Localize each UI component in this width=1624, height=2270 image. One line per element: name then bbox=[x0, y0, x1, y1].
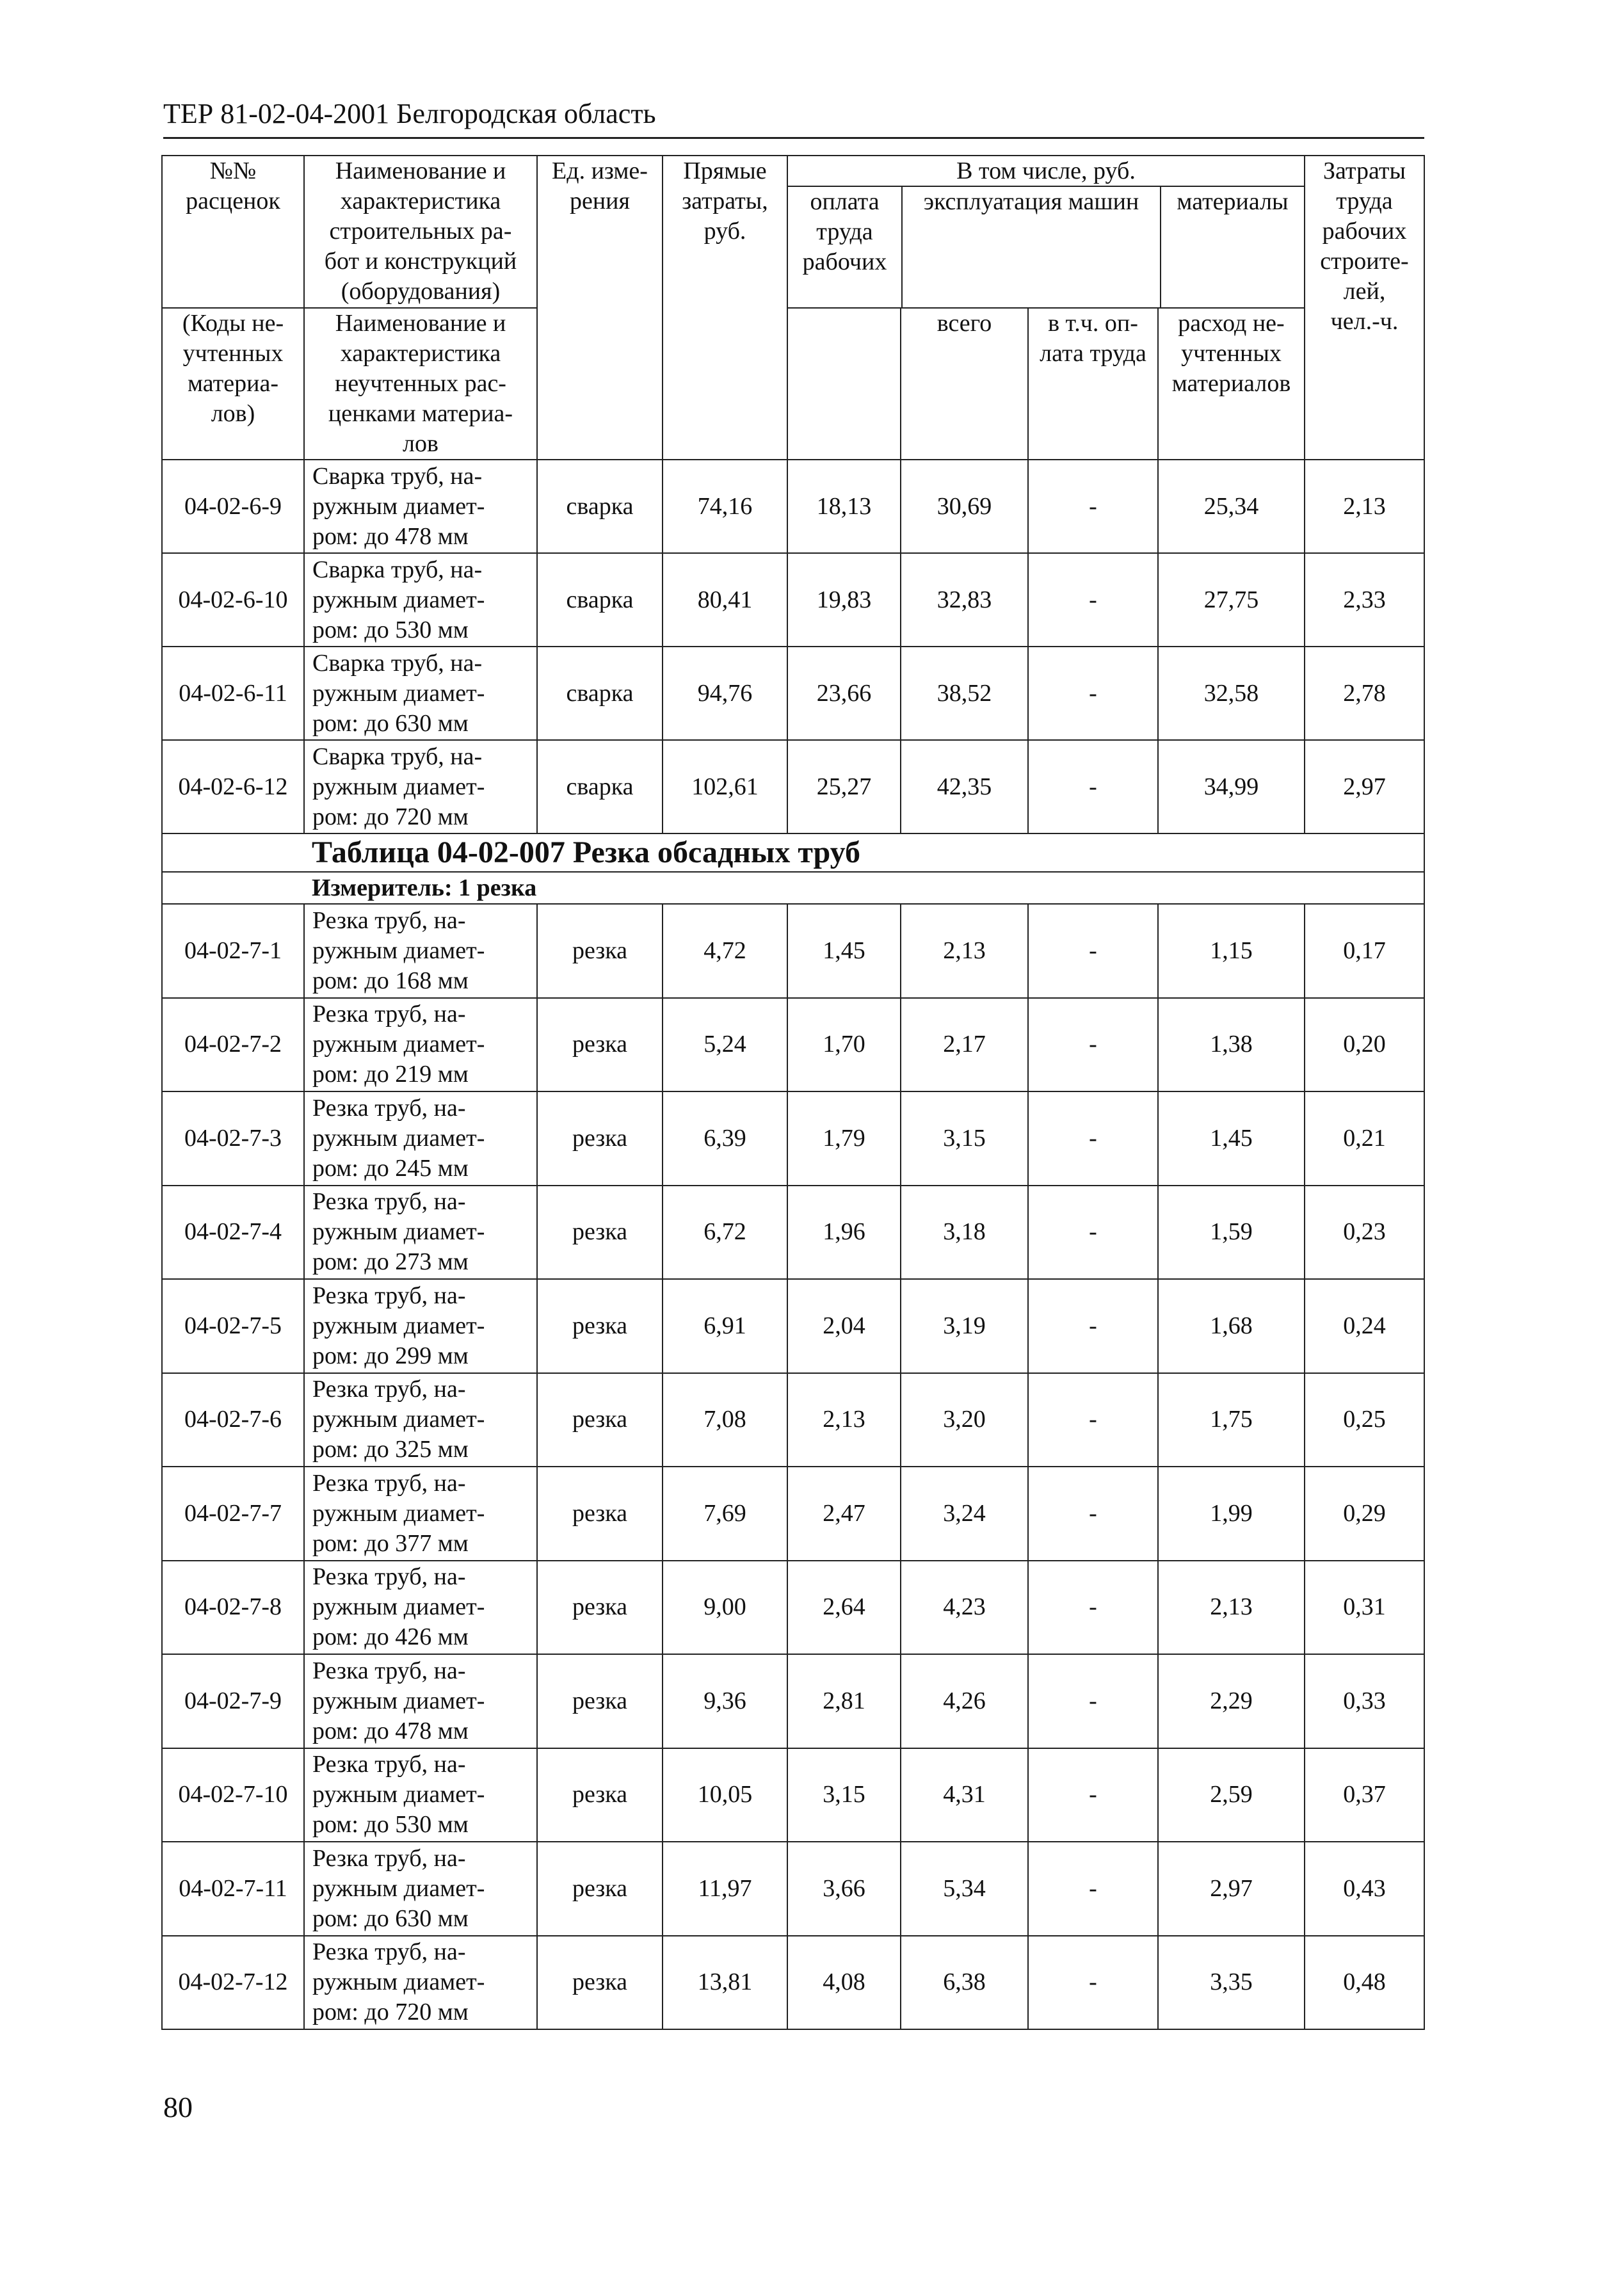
labor-pay-cell: 23,66 bbox=[787, 647, 901, 740]
rate-name-line: ружным диамет- bbox=[312, 1781, 485, 1808]
unit-cell: резка bbox=[537, 1467, 663, 1561]
labor-hours-cell: 0,37 bbox=[1305, 1748, 1424, 1842]
rate-name-line: ром: до 530 мм bbox=[312, 616, 469, 643]
unit-cell: резка bbox=[537, 1279, 663, 1373]
rate-code-cell: 04-02-7-12 bbox=[162, 1936, 304, 2030]
table-row bbox=[162, 460, 1424, 553]
direct-cost-cell: 10,05 bbox=[663, 1748, 787, 1842]
rate-name-line: Резка труб, на- bbox=[312, 1376, 466, 1403]
machines-total-cell: 4,23 bbox=[901, 1561, 1028, 1655]
table-row bbox=[162, 1748, 1424, 1842]
col-name-sub-header: Наименование и характеристика неучтенных рас- ценками материа- лов bbox=[304, 308, 537, 460]
machines-labor-cell: - bbox=[1028, 1654, 1158, 1748]
labor-pay-cell: 2,13 bbox=[787, 1373, 901, 1467]
machines-total-cell: 42,35 bbox=[901, 740, 1028, 833]
materials-cell: 2,29 bbox=[1158, 1654, 1305, 1748]
labor-pay-cell: 2,47 bbox=[787, 1467, 901, 1561]
materials-cell: 1,59 bbox=[1158, 1186, 1305, 1280]
machines-total-cell: 4,31 bbox=[901, 1748, 1028, 1842]
table-row bbox=[162, 1561, 1424, 1655]
rate-code-cell: 04-02-6-11 bbox=[162, 647, 304, 740]
rate-name-line: ружным диамет- bbox=[312, 1499, 485, 1527]
direct-cost-cell: 4,72 bbox=[663, 904, 787, 998]
machines-labor-cell: - bbox=[1028, 1561, 1158, 1655]
table-row bbox=[162, 1654, 1424, 1748]
rate-name-line: ром: до 377 мм bbox=[312, 1529, 469, 1557]
rate-name-line: ружным диамет- bbox=[312, 1124, 485, 1152]
labor-hours-cell: 0,25 bbox=[1305, 1373, 1424, 1467]
rate-name-line: ружным диамет- bbox=[312, 492, 485, 520]
labor-pay-cell: 18,13 bbox=[787, 460, 901, 553]
rate-name-cell bbox=[304, 1467, 537, 1561]
rate-code-cell: 04-02-7-4 bbox=[162, 1186, 304, 1280]
rate-name-line: ружным диамет- bbox=[312, 773, 485, 800]
rate-name-line: ружным диамет- bbox=[312, 1593, 485, 1621]
labor-pay-cell: 1,70 bbox=[787, 998, 901, 1092]
machines-total-cell: 2,13 bbox=[901, 904, 1028, 998]
unit-cell: резка bbox=[537, 1373, 663, 1467]
rate-name-line: ружным диамет- bbox=[312, 1968, 485, 1996]
rate-name-cell bbox=[304, 553, 537, 647]
labor-pay-cell: 3,66 bbox=[787, 1842, 901, 1936]
rate-name-cell bbox=[304, 460, 537, 553]
document-header: ТЕР 81-02-04-2001 Белгородская область bbox=[163, 95, 1424, 139]
rate-code-cell: 04-02-7-9 bbox=[162, 1654, 304, 1748]
machines-labor-cell: - bbox=[1028, 1467, 1158, 1561]
labor-hours-cell: 0,31 bbox=[1305, 1561, 1424, 1655]
unit-cell: резка bbox=[537, 1186, 663, 1280]
rate-code-cell: 04-02-7-6 bbox=[162, 1373, 304, 1467]
rate-name-line: ром: до 720 мм bbox=[312, 1999, 469, 2026]
table-row bbox=[162, 1373, 1424, 1467]
labor-hours-cell: 0,20 bbox=[1305, 998, 1424, 1092]
col-labor-sub-empty bbox=[787, 308, 901, 460]
col-hours-header: Затраты труда рабочих строите- лей, чел.-ч. bbox=[1305, 156, 1424, 460]
materials-cell: 3,35 bbox=[1158, 1936, 1305, 2030]
unit-cell: сварка bbox=[537, 647, 663, 740]
unit-cell: сварка bbox=[537, 553, 663, 647]
labor-hours-cell: 0,43 bbox=[1305, 1842, 1424, 1936]
rows-cutting bbox=[162, 904, 1424, 2029]
direct-cost-cell: 94,76 bbox=[663, 647, 787, 740]
materials-cell: 2,13 bbox=[1158, 1561, 1305, 1655]
direct-cost-cell: 9,36 bbox=[663, 1654, 787, 1748]
direct-cost-cell: 74,16 bbox=[663, 460, 787, 553]
col-machines-labor-header: в т.ч. оп- лата труда bbox=[1028, 308, 1158, 460]
rows-welding bbox=[162, 460, 1424, 833]
rate-code-cell: 04-02-7-11 bbox=[162, 1842, 304, 1936]
labor-pay-cell: 19,83 bbox=[787, 553, 901, 647]
rate-name-cell bbox=[304, 1842, 537, 1936]
rate-name-line: ром: до 219 мм bbox=[312, 1061, 469, 1088]
rate-name-line: ружным диамет- bbox=[312, 1031, 485, 1058]
direct-cost-cell: 6,72 bbox=[663, 1186, 787, 1280]
rate-code-cell: 04-02-6-10 bbox=[162, 553, 304, 647]
rate-name-line: ружным диамет- bbox=[312, 1687, 485, 1714]
col-machines-total-header: всего bbox=[901, 308, 1028, 460]
unit-cell: резка bbox=[537, 1936, 663, 2030]
direct-cost-cell: 80,41 bbox=[663, 553, 787, 647]
section-title: Таблица 04-02-007 Резка обсадных труб bbox=[304, 833, 1424, 872]
col-labor-header: оплата труда рабочих bbox=[788, 187, 903, 307]
rate-name-line: Резка труб, на- bbox=[312, 1844, 466, 1872]
rate-name-line: ружным диамет- bbox=[312, 1874, 485, 1902]
unit-cell: сварка bbox=[537, 460, 663, 553]
direct-cost-cell: 102,61 bbox=[663, 740, 787, 833]
rate-name-line: Резка труб, на- bbox=[312, 1938, 466, 1966]
direct-cost-cell: 5,24 bbox=[663, 998, 787, 1092]
labor-pay-cell: 2,81 bbox=[787, 1654, 901, 1748]
unit-cell: резка bbox=[537, 1654, 663, 1748]
machines-total-cell: 3,20 bbox=[901, 1373, 1028, 1467]
section-block bbox=[162, 833, 1424, 904]
machines-total-cell: 5,34 bbox=[901, 1842, 1028, 1936]
materials-cell: 1,38 bbox=[1158, 998, 1305, 1092]
rate-name-line: Резка труб, на- bbox=[312, 1469, 466, 1497]
rate-name-line: Резка труб, на- bbox=[312, 906, 466, 934]
labor-hours-cell: 0,29 bbox=[1305, 1467, 1424, 1561]
materials-cell: 1,99 bbox=[1158, 1467, 1305, 1561]
rates-table bbox=[161, 155, 1425, 2030]
labor-hours-cell: 0,48 bbox=[1305, 1936, 1424, 2030]
rate-name-line: Резка труб, на- bbox=[312, 1563, 466, 1591]
materials-cell: 27,75 bbox=[1158, 553, 1305, 647]
rate-name-line: Сварка труб, на- bbox=[312, 556, 483, 583]
table-row bbox=[162, 1186, 1424, 1280]
rate-code-cell: 04-02-7-5 bbox=[162, 1279, 304, 1373]
rate-name-line: Резка труб, на- bbox=[312, 1188, 466, 1216]
rate-name-line: ром: до 530 мм bbox=[312, 1811, 469, 1839]
rate-name-line: ружным диамет- bbox=[312, 1218, 485, 1246]
rate-code-cell: 04-02-7-8 bbox=[162, 1561, 304, 1655]
labor-hours-cell: 2,97 bbox=[1305, 740, 1424, 833]
machines-total-cell: 3,24 bbox=[901, 1467, 1028, 1561]
machines-labor-cell: - bbox=[1028, 1842, 1158, 1936]
unit-cell: резка bbox=[537, 1561, 663, 1655]
labor-hours-cell: 2,78 bbox=[1305, 647, 1424, 740]
direct-cost-cell: 13,81 bbox=[663, 1936, 787, 2030]
materials-cell: 1,15 bbox=[1158, 904, 1305, 998]
table-row bbox=[162, 1279, 1424, 1373]
col-machines-header: эксплуатация машин bbox=[903, 187, 1161, 307]
machines-total-cell: 3,19 bbox=[901, 1279, 1028, 1373]
direct-cost-cell: 6,91 bbox=[663, 1279, 787, 1373]
rate-name-line: ром: до 168 мм bbox=[312, 967, 469, 994]
materials-cell: 2,59 bbox=[1158, 1748, 1305, 1842]
rate-name-cell bbox=[304, 998, 537, 1092]
rate-name-cell bbox=[304, 1654, 537, 1748]
labor-hours-cell: 0,23 bbox=[1305, 1186, 1424, 1280]
labor-pay-cell: 1,45 bbox=[787, 904, 901, 998]
rate-name-line: ром: до 720 мм bbox=[312, 803, 469, 830]
unit-cell: сварка bbox=[537, 740, 663, 833]
rate-name-line: Резка труб, на- bbox=[312, 1001, 466, 1028]
col-direct-header: Прямые затраты, руб. bbox=[663, 156, 787, 460]
labor-pay-cell: 25,27 bbox=[787, 740, 901, 833]
labor-pay-cell: 2,04 bbox=[787, 1279, 901, 1373]
rate-code-cell: 04-02-6-12 bbox=[162, 740, 304, 833]
col-unit-header: Ед. изме- рения bbox=[537, 156, 663, 460]
col-materials-sub-header: расход не- учтенных материалов bbox=[1158, 308, 1305, 460]
unit-cell: резка bbox=[537, 1842, 663, 1936]
machines-total-cell: 30,69 bbox=[901, 460, 1028, 553]
materials-cell: 1,68 bbox=[1158, 1279, 1305, 1373]
rate-name-line: ром: до 478 мм bbox=[312, 1717, 469, 1744]
col-incl-header: В том числе, руб. bbox=[788, 156, 1304, 187]
rate-name-cell bbox=[304, 1373, 537, 1467]
machines-labor-cell: - bbox=[1028, 904, 1158, 998]
materials-cell: 34,99 bbox=[1158, 740, 1305, 833]
table-row bbox=[162, 1091, 1424, 1186]
rate-code-cell: 04-02-7-10 bbox=[162, 1748, 304, 1842]
materials-cell: 32,58 bbox=[1158, 647, 1305, 740]
table-row bbox=[162, 1936, 1424, 2030]
rate-code-cell: 04-02-7-3 bbox=[162, 1091, 304, 1186]
labor-pay-cell: 1,79 bbox=[787, 1091, 901, 1186]
labor-pay-cell: 4,08 bbox=[787, 1936, 901, 2030]
direct-cost-cell: 6,39 bbox=[663, 1091, 787, 1186]
machines-total-cell: 3,18 bbox=[901, 1186, 1028, 1280]
rate-name-cell bbox=[304, 904, 537, 998]
machines-labor-cell: - bbox=[1028, 1748, 1158, 1842]
rate-name-line: ружным диамет- bbox=[312, 1312, 485, 1339]
rate-name-line: ром: до 630 мм bbox=[312, 1904, 469, 1932]
table-row bbox=[162, 553, 1424, 647]
labor-hours-cell: 0,21 bbox=[1305, 1091, 1424, 1186]
rate-code-cell: 04-02-6-9 bbox=[162, 460, 304, 553]
labor-pay-cell: 2,64 bbox=[787, 1561, 901, 1655]
unit-cell: резка bbox=[537, 904, 663, 998]
rate-code-cell: 04-02-7-7 bbox=[162, 1467, 304, 1561]
rate-name-line: ром: до 630 мм bbox=[312, 709, 469, 737]
machines-labor-cell: - bbox=[1028, 740, 1158, 833]
rate-name-cell bbox=[304, 1561, 537, 1655]
rate-code-cell: 04-02-7-2 bbox=[162, 998, 304, 1092]
rate-name-line: ром: до 245 мм bbox=[312, 1154, 469, 1182]
rate-name-line: Резка труб, на- bbox=[312, 1282, 466, 1309]
rate-name-line: Резка труб, на- bbox=[312, 1751, 466, 1778]
rate-name-line: ром: до 325 мм bbox=[312, 1436, 469, 1463]
rate-name-line: Резка труб, на- bbox=[312, 1657, 466, 1684]
rate-name-cell bbox=[304, 1748, 537, 1842]
rate-name-line: ружным диамет- bbox=[312, 1406, 485, 1433]
materials-cell: 1,75 bbox=[1158, 1373, 1305, 1467]
labor-pay-cell: 1,96 bbox=[787, 1186, 901, 1280]
rate-name-line: Сварка труб, на- bbox=[312, 462, 483, 490]
labor-pay-cell: 3,15 bbox=[787, 1748, 901, 1842]
rate-name-line: Сварка труб, на- bbox=[312, 649, 483, 677]
machines-total-cell: 6,38 bbox=[901, 1936, 1028, 2030]
machines-labor-cell: - bbox=[1028, 998, 1158, 1092]
col-code-header: №№ расценок bbox=[162, 156, 304, 308]
rate-name-line: Резка труб, на- bbox=[312, 1094, 466, 1122]
table-row bbox=[162, 998, 1424, 1092]
col-incl-group bbox=[787, 156, 1305, 308]
labor-hours-cell: 0,24 bbox=[1305, 1279, 1424, 1373]
labor-hours-cell: 2,13 bbox=[1305, 460, 1424, 553]
rate-name-line: ром: до 273 мм bbox=[312, 1248, 469, 1276]
col-materials-header: материалы bbox=[1177, 188, 1289, 215]
section-meter: Измеритель: 1 резка bbox=[304, 872, 1424, 904]
machines-labor-cell: - bbox=[1028, 647, 1158, 740]
col-name-header: Наименование и характеристика строительных ра- бот и конструкций (оборудования) bbox=[304, 156, 537, 308]
rate-name-cell bbox=[304, 1279, 537, 1373]
direct-cost-cell: 7,08 bbox=[663, 1373, 787, 1467]
rate-name-cell bbox=[304, 1936, 537, 2030]
rate-name-line: ром: до 426 мм bbox=[312, 1623, 469, 1651]
rate-name-cell bbox=[304, 740, 537, 833]
direct-cost-cell: 7,69 bbox=[663, 1467, 787, 1561]
materials-cell: 2,97 bbox=[1158, 1842, 1305, 1936]
rate-name-cell bbox=[304, 1186, 537, 1280]
direct-cost-cell: 11,97 bbox=[663, 1842, 787, 1936]
rate-name-line: ружным диамет- bbox=[312, 586, 485, 613]
section-spacer bbox=[162, 833, 304, 872]
machines-total-cell: 32,83 bbox=[901, 553, 1028, 647]
unit-cell: резка bbox=[537, 1091, 663, 1186]
machines-total-cell: 38,52 bbox=[901, 647, 1028, 740]
rate-name-line: ром: до 478 мм bbox=[312, 522, 469, 550]
unit-cell: резка bbox=[537, 998, 663, 1092]
table-row bbox=[162, 904, 1424, 998]
machines-total-cell: 3,15 bbox=[901, 1091, 1028, 1186]
rate-name-line: ружным диамет- bbox=[312, 937, 485, 964]
rate-name-cell bbox=[304, 647, 537, 740]
table-row bbox=[162, 1467, 1424, 1561]
page-number: 80 bbox=[163, 2091, 193, 2123]
meter-spacer bbox=[162, 872, 304, 904]
machines-labor-cell: - bbox=[1028, 460, 1158, 553]
rate-name-line: ром: до 299 мм bbox=[312, 1342, 469, 1369]
machines-labor-cell: - bbox=[1028, 1373, 1158, 1467]
rate-name-line: Сварка труб, на- bbox=[312, 743, 483, 770]
labor-hours-cell: 2,33 bbox=[1305, 553, 1424, 647]
labor-hours-cell: 0,33 bbox=[1305, 1654, 1424, 1748]
machines-total-cell: 4,26 bbox=[901, 1654, 1028, 1748]
machines-labor-cell: - bbox=[1028, 553, 1158, 647]
rate-name-cell bbox=[304, 1091, 537, 1186]
materials-cell: 1,45 bbox=[1158, 1091, 1305, 1186]
rate-code-cell: 04-02-7-1 bbox=[162, 904, 304, 998]
machines-labor-cell: - bbox=[1028, 1091, 1158, 1186]
direct-cost-cell: 9,00 bbox=[663, 1561, 787, 1655]
machines-labor-cell: - bbox=[1028, 1279, 1158, 1373]
materials-cell: 25,34 bbox=[1158, 460, 1305, 553]
table-row bbox=[162, 1842, 1424, 1936]
table-row bbox=[162, 647, 1424, 740]
machines-labor-cell: - bbox=[1028, 1936, 1158, 2030]
unit-cell: резка bbox=[537, 1748, 663, 1842]
table-row bbox=[162, 740, 1424, 833]
machines-total-cell: 2,17 bbox=[901, 998, 1028, 1092]
labor-hours-cell: 0,17 bbox=[1305, 904, 1424, 998]
rate-name-line: ружным диамет- bbox=[312, 679, 485, 707]
col-code-sub-header: (Коды не- учтенных материа- лов) bbox=[162, 308, 304, 460]
machines-labor-cell: - bbox=[1028, 1186, 1158, 1280]
